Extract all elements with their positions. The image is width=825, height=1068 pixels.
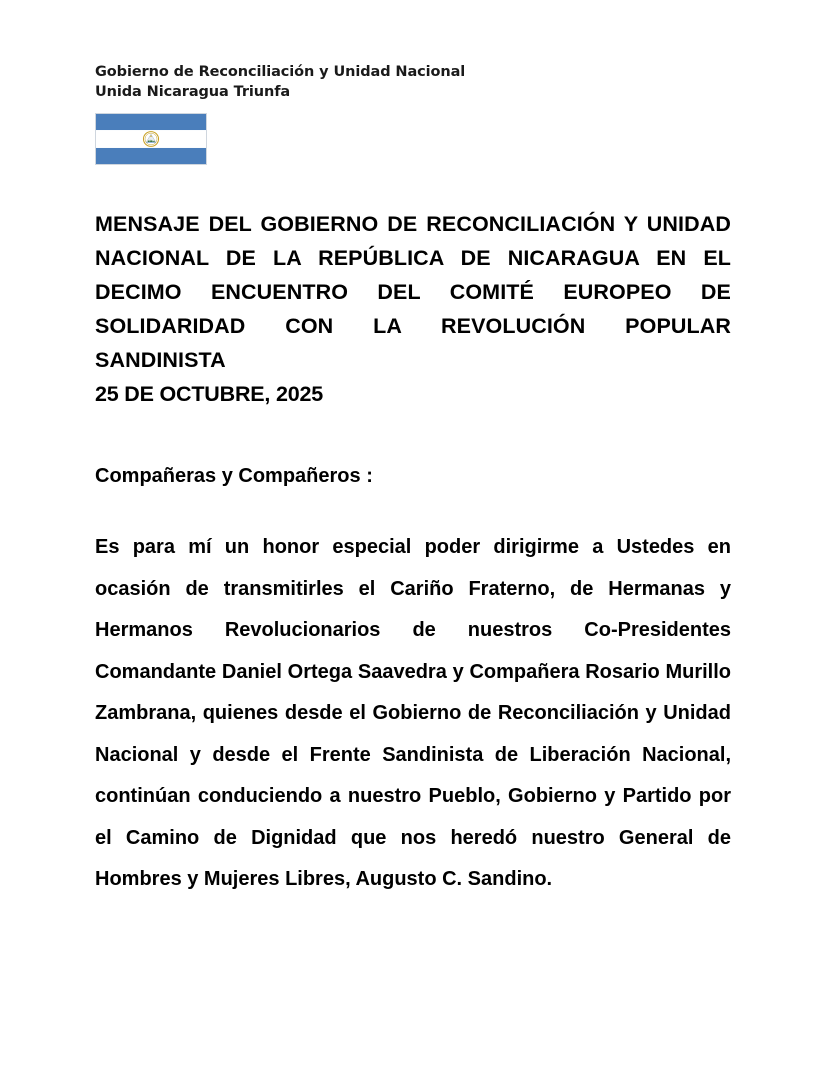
document-title: MENSAJE DEL GOBIERNO DE RECONCILIACIÓN Y UNIDAD NACIONAL DE LA REPÚBLICA DE NICARAGUA EN EL DECIMO ENCUENTRO DEL COMITÉ EUROPEO DE SOLIDARIDAD CON LA REVOLUCIÓN POPULAR SANDINISTA [95,212,731,372]
document-title-block [95,207,731,411]
document-body [95,527,731,901]
salutation: Compañeras y Compañeros : [95,465,373,487]
flag-graphic [95,113,207,165]
letterhead-line-2: Unida Nicaragua Triunfa [95,84,291,100]
letterhead [95,62,735,102]
letterhead-line-1: Gobierno de Reconciliación y Unidad Nacional [95,64,466,80]
body-paragraph-1: Es para mí un honor especial poder dirigirme a Ustedes en ocasión de transmitirles el Cariño Fraterno, de Hermanas y Hermanos Revolucionarios de nuestros Co-Presidentes Comandante Daniel Ortega Saavedra y Compañera Rosario Murillo Zambrana, quienes desde el Gobierno de Reconciliación y Unidad Nacional y desde el Frente Sandinista de Liberación Nacional, continúan conduciendo a nuestro Pueblo, Gobierno y Partido por el Camino de Dignidad que nos heredó nuestro General de Hombres y Mujeres Libres, Augusto C. Sandino. [95,536,731,890]
nicaragua-flag-image [95,113,207,165]
document-date: 25 DE OCTUBRE, 2025 [95,382,324,406]
